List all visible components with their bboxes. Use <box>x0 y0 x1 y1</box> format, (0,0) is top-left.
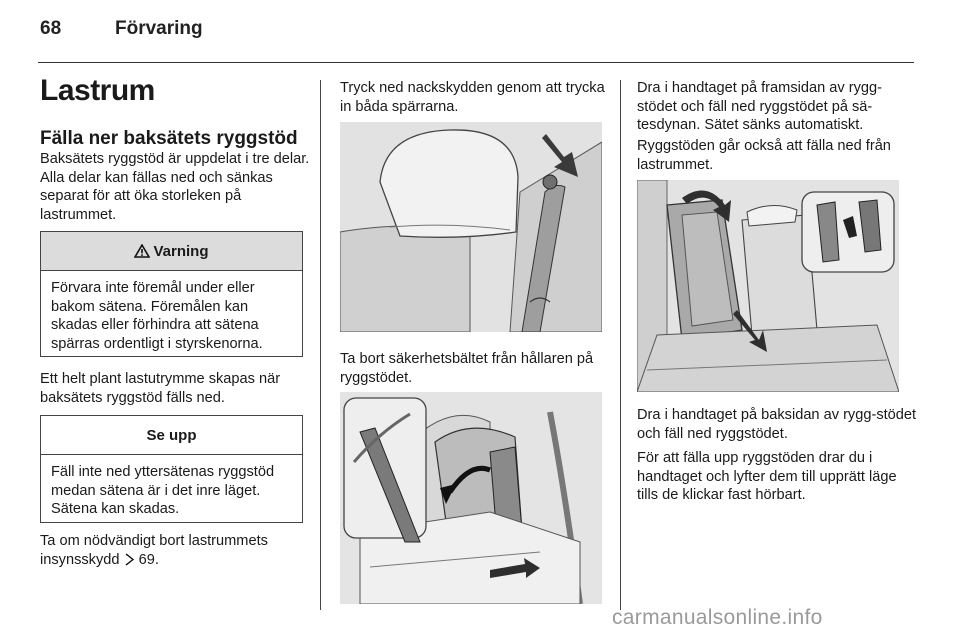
cargo-fold-paragraph: Ryggstöden går också att fälla ned från lastrummet. <box>637 138 891 173</box>
warning-title: Varning <box>153 242 209 260</box>
remove-cover-paragraph <box>40 532 310 569</box>
cargo-fold-illustration <box>637 180 899 392</box>
warning-header <box>41 232 302 271</box>
page-ref-arrow-icon <box>124 553 135 566</box>
raise-backrest-paragraph: För att fälla upp ryggstöden drar du i handtaget och lyfter dem till upprätt läge tills de klickar fast hörbart. <box>637 450 897 503</box>
watermark: carmanualsonline.info <box>612 606 823 629</box>
column-divider-1 <box>320 80 321 610</box>
headrest-illustration <box>340 122 602 332</box>
headrest-paragraph: Tryck ned nackskydden genom att trycka in båda spärrarna. <box>340 80 605 115</box>
subsection-title: Fälla ner baksätets ryggstöd <box>40 128 298 149</box>
intro-paragraph: Baksätets ryggstöd är uppdelat i tre delar. Alla delar kan fällas ned och sänkas separat för att öka storleken på lastrummet. <box>40 151 310 223</box>
front-handle-paragraph: Dra i handtaget på framsidan av rygg-stödet och fäll ned ryggstödet på sä-tesdynan. Sätet sänks automatiskt. <box>637 80 882 133</box>
column-divider-2 <box>620 80 621 610</box>
flat-space-paragraph: Ett helt plant lastutrymme skapas när baksätets ryggstöd fälls ned. <box>40 371 281 406</box>
chapter-title: Förvaring <box>115 18 203 39</box>
caution-box <box>40 415 303 523</box>
warning-triangle-icon <box>134 244 150 258</box>
caution-body: Fäll inte ned yttersätenas ryggstöd medan sätena är i det inre läget. Sätena kan skadas. <box>51 464 275 517</box>
page-number: 68 <box>40 18 62 39</box>
seatbelt-illustration <box>340 392 602 604</box>
remove-cover-text: Ta om nödvändigt bort lastrummets insynsskydd <box>40 533 268 568</box>
rear-handle-paragraph: Dra i handtaget på baksidan av rygg-stödet och fäll ned ryggstödet. <box>637 407 917 442</box>
page-ref-link[interactable]: 69. <box>138 551 159 568</box>
caution-header: Se upp <box>41 416 302 455</box>
belt-paragraph: Ta bort säkerhetsbältet från hållaren på ryggstödet. <box>340 351 594 386</box>
header-rule <box>38 62 914 63</box>
section-title: Lastrum <box>40 74 155 107</box>
warning-box <box>40 231 303 357</box>
warning-body: Förvara inte föremål under eller bakom sätena. Föremålen kan skadas eller förhindra att sätena spärras ordentligt i styrskenorna. <box>51 280 263 352</box>
